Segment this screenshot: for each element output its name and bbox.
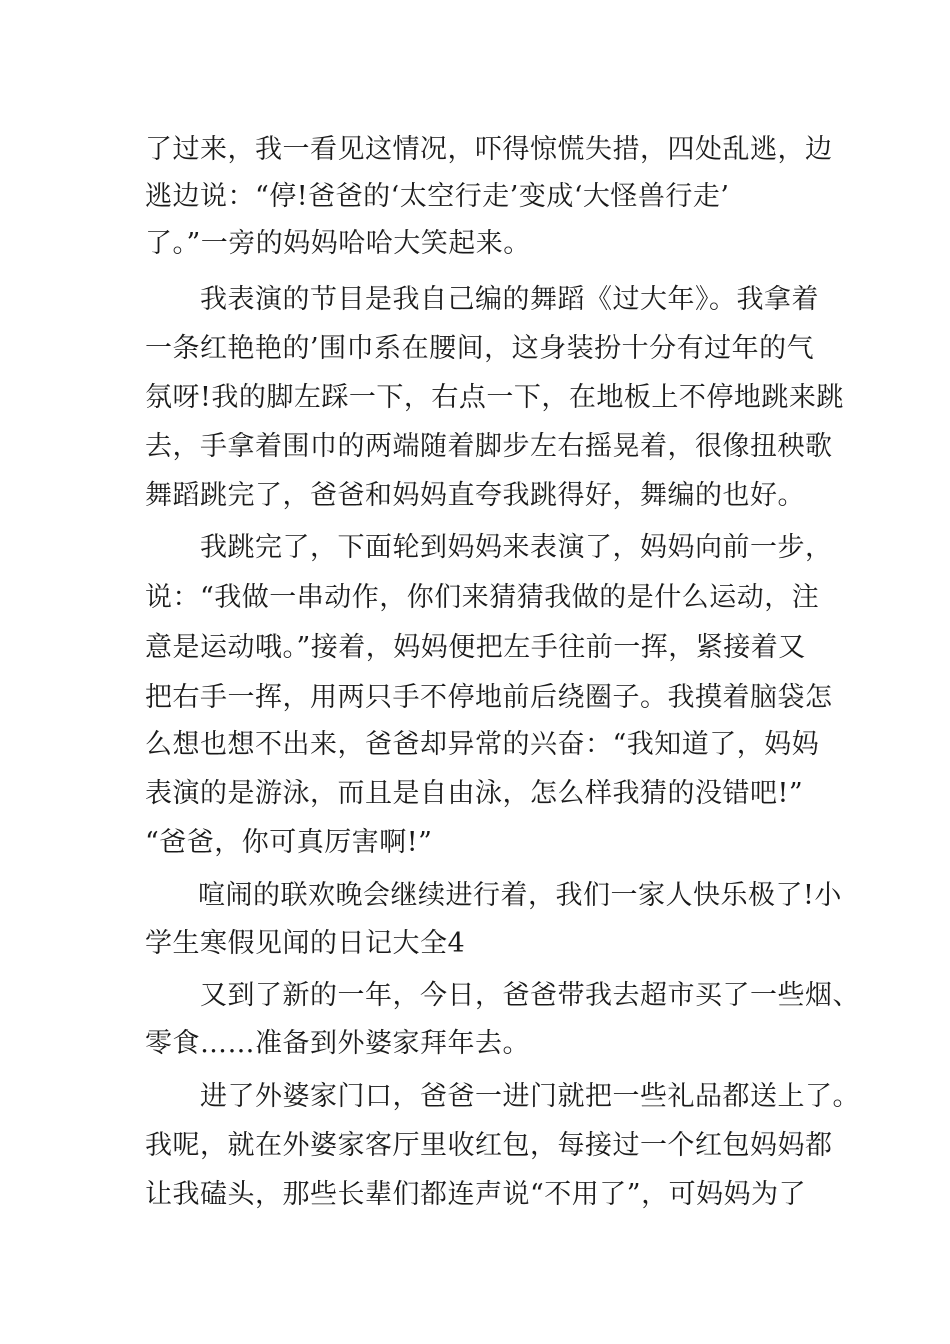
- text-line: 把右手一挥，用两只手不停地前后绕圈子。我摸着脑袋怎: [145, 682, 833, 713]
- text-line: 一条红艳艳的’围巾系在腰间，这身装扮十分有过年的气: [145, 333, 815, 364]
- text-line: 我跳完了，下面轮到妈妈来表演了，妈妈向前一步，: [200, 532, 833, 563]
- text-line: 表演的是游泳，而且是自由泳，怎么样我猜的没错吧!”: [145, 778, 804, 809]
- text-line: 了过来，我一看见这情况，吓得惊慌失措，四处乱逃，边: [145, 134, 833, 165]
- text-line: 零食……准备到外婆家拜年去。: [145, 1028, 530, 1059]
- text-line: 舞蹈跳完了，爸爸和妈妈直夸我跳得好，舞编的也好。: [145, 480, 805, 511]
- text-line: 去，手拿着围巾的两端随着脚步左右摇晃着，很像扭秧歌: [145, 431, 833, 462]
- text-line: 逃边说：“停!爸爸的‘太空行走’变成‘大怪兽行走’: [145, 181, 730, 212]
- text-line: 我呢，就在外婆家客厅里收红包，每接过一个红包妈妈都: [145, 1130, 833, 1161]
- text-line: 学生寒假见闻的日记大全4: [145, 928, 466, 959]
- text-line: “爸爸，你可真厉害啊!”: [145, 827, 433, 858]
- text-line: 了。”一旁的妈妈哈哈大笑起来。: [145, 228, 531, 259]
- text-line: 进了外婆家门口，爸爸一进门就把一些礼品都送上了。: [200, 1081, 860, 1112]
- text-line: 又到了新的一年，今日，爸爸带我去超市买了一些烟、: [200, 980, 860, 1011]
- text-line: 氛呀!我的脚左踩一下，右点一下，在地板上不停地跳来跳: [145, 382, 844, 413]
- text-line: 说：“我做一串动作，你们来猜猜我做的是什么运动，注: [145, 582, 820, 613]
- text-line: 么想也想不出来，爸爸却异常的兴奋：“我知道了，妈妈: [145, 729, 820, 760]
- text-line: 我表演的节目是我自己编的舞蹈《过大年》。我拿着: [200, 284, 819, 315]
- text-line: 让我磕头，那些长辈们都连声说“不用了”，可妈妈为了: [145, 1179, 807, 1210]
- text-line: 喧闹的联欢晚会继续进行着，我们一家人快乐极了!小: [198, 880, 842, 911]
- text-line: 意是运动哦。”接着，妈妈便把左手往前一挥，紧接着又: [145, 632, 806, 663]
